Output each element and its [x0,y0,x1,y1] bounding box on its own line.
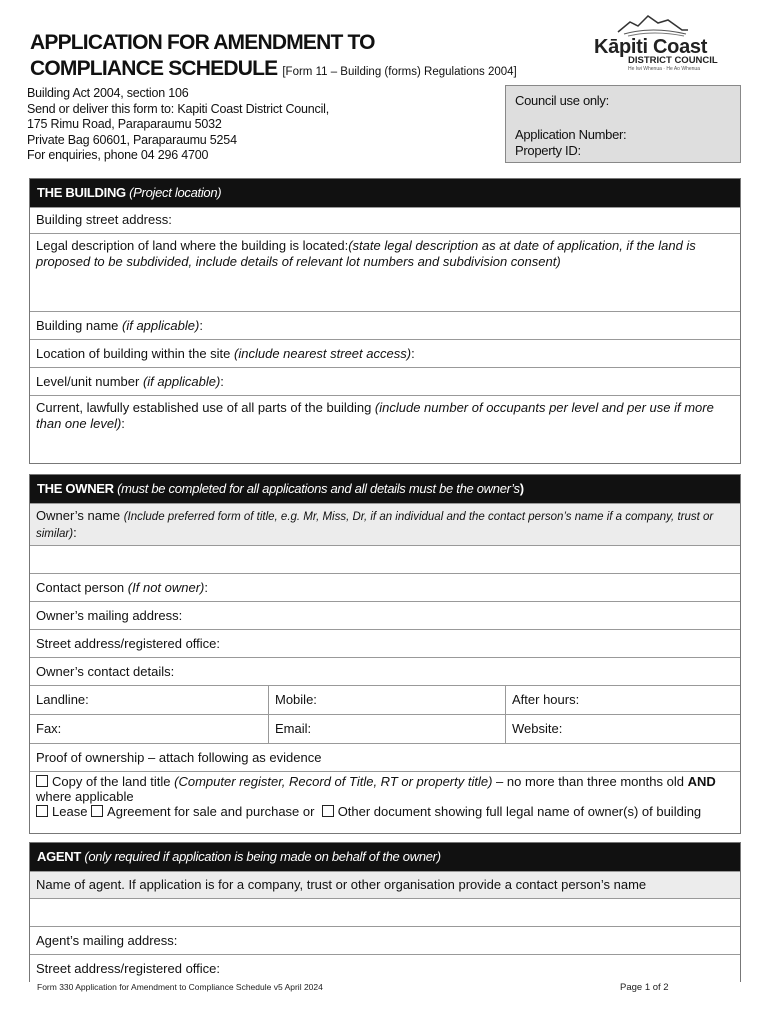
building-header-note: (Project location) [129,185,222,200]
agreement-label: Agreement for sale and purchase or [107,804,315,819]
owner-name-label-row: Owner’s name (Include preferred form of title, e.g. Mr, Miss, Dr, if an individual and the contact person’s name if a company, trust or similar): [30,503,740,545]
agent-section [29,842,741,982]
agent-name-field[interactable] [30,898,740,926]
send-instructions: Send or deliver this form to: Kapiti Coast District Council, [27,101,330,116]
building-name-note: (if applicable) [122,318,200,333]
logo-subtitle: DISTRICT COUNCIL [628,55,718,66]
email-label: Email: [275,721,312,736]
owner-contact-details-row [30,657,740,685]
building-name-label: Building name [36,318,119,333]
legal-description-label: Legal description of land where the building is located: [36,238,349,253]
building-section [29,178,741,464]
intro-block [27,86,329,164]
enquiries-phone: For enquiries, phone 04 296 4700 [27,148,209,162]
website-field[interactable] [505,715,740,743]
agreement-checkbox[interactable] [91,805,103,817]
after-hours-label: After hours: [512,692,580,707]
other-document-checkbox[interactable] [322,805,334,817]
contact-person-note: (If not owner) [127,580,205,595]
email-field[interactable] [268,715,505,743]
owner-mailing-label: Owner’s mailing address: [36,608,183,623]
level-unit-note: (if applicable) [142,374,221,389]
owner-header-note: (must be completed for all applications and all details must be the owner’s [117,481,520,496]
landline-label: Landline: [36,692,89,707]
building-location-field[interactable]: Location of building within the site (include nearest street access): [30,339,740,367]
level-unit-label: Level/unit number [36,374,140,389]
agent-street-label: Street address/registered office: [36,961,221,976]
fax-label: Fax: [36,721,62,736]
mobile-field[interactable] [268,686,505,714]
act-reference: Building Act 2004, section 106 [27,86,189,100]
and-keyword: AND [687,774,716,789]
agent-header [30,843,740,871]
current-use-label: Current, lawfully established use of all parts of the building [36,400,372,415]
owner-header: THE OWNER (must be completed for all applications and all details must be the owner’s) [30,475,740,503]
lease-checkbox[interactable] [36,805,48,817]
council-logo [590,14,730,74]
council-use-box [505,85,741,163]
private-bag: Private Bag 60601, Paraparaumu 5254 [27,132,237,147]
owner-street-field[interactable] [30,629,740,657]
building-name-field[interactable]: Building name (if applicable): [30,311,740,339]
proof-options [30,771,740,833]
owner-name-field[interactable] [30,545,740,573]
agent-name-label-row [30,871,740,898]
owner-section [29,474,741,834]
agent-header-title: AGENT [37,849,82,864]
owner-street-label: Street address/registered office: [36,636,221,651]
mountain-icon [590,14,730,38]
council-use-label: Council use only: [515,93,609,108]
where-applicable: where applicable [36,789,134,804]
proof-ownership-row [30,743,740,771]
building-location-note: (include nearest street access) [234,346,412,361]
building-location-label: Location of building within the site [36,346,231,361]
application-number-label: Application Number: [515,127,627,142]
contact-person-label: Contact person [36,580,125,595]
owner-mailing-field[interactable] [30,601,740,629]
agent-street-field[interactable] [30,954,740,982]
current-use-note: (include number of occupants per level and per use if more than one level) [36,400,714,431]
mobile-label: Mobile: [275,692,317,707]
owner-contact-details-label: Owner’s contact details: [36,664,175,679]
owner-header-title: THE OWNER [37,481,114,496]
level-unit-field[interactable]: Level/unit number (if applicable): [30,367,740,395]
agent-name-label: Name of agent. If application is for a company, trust or other organisation provide a contact person’s name [36,877,647,892]
page-number: Page 1 of 2 [620,982,669,993]
proof-ownership-label: Proof of ownership – attach following as evidence [36,750,322,765]
phone-row [30,685,740,714]
fax-field[interactable] [30,715,268,743]
building-header-title: THE BUILDING [37,185,126,200]
electronic-contact-row [30,714,740,743]
lease-label: Lease [52,804,88,819]
land-title-label: Copy of the land title [52,774,171,789]
legal-description-note: (state legal description as at date of application, if the land is proposed to be subdivided, include details of relevant lot numbers and subdivision consent) [36,238,696,269]
owner-name-note: (Include preferred form of title, e.g. Mr, Miss, Dr, if an individual and the contact person’s name if a company, trust or similar) [36,511,714,540]
logo-name: Kāpiti Coast [594,36,708,58]
building-street-label: Building street address: [36,212,172,227]
current-use-field[interactable]: Current, lawfully established use of all parts of the building (include number of occupants per level and per use if more than one level): [30,395,740,463]
page-title [30,30,517,85]
contact-person-field[interactable]: Contact person (If not owner): [30,573,740,601]
title-line-1: APPLICATION FOR AMENDMENT TO [30,31,375,54]
other-document-label: Other document showing full legal name of owner(s) of building [337,804,702,819]
land-title-age: – no more than three months old [496,774,684,789]
agent-mailing-label: Agent’s mailing address: [36,933,178,948]
form-footer: Form 330 Application for Amendment to Compliance Schedule v5 April 2024 [37,982,323,992]
agent-header-note: (only required if application is being made on behalf of the owner) [84,849,441,864]
land-title-note: (Computer register, Record of Title, RT or property title) [174,774,493,789]
logo-tagline: He Iwi Whenua · He Ao Whenua [628,66,700,72]
title-line-2: COMPLIANCE SCHEDULE [30,57,278,80]
street-address: 175 Rimu Road, Paraparaumu 5032 [27,117,222,131]
landline-field[interactable] [30,686,268,714]
form-reference: [Form 11 – Building (forms) Regulations 2004] [282,66,517,78]
land-title-checkbox[interactable] [36,775,48,787]
legal-description-field[interactable] [30,233,740,311]
website-label: Website: [512,721,563,736]
after-hours-field[interactable] [505,686,740,714]
building-header [30,179,740,207]
owner-name-label: Owner’s name [36,508,121,523]
building-street-field[interactable] [30,207,740,233]
agent-mailing-field[interactable] [30,926,740,954]
property-id-label: Property ID: [515,143,581,158]
